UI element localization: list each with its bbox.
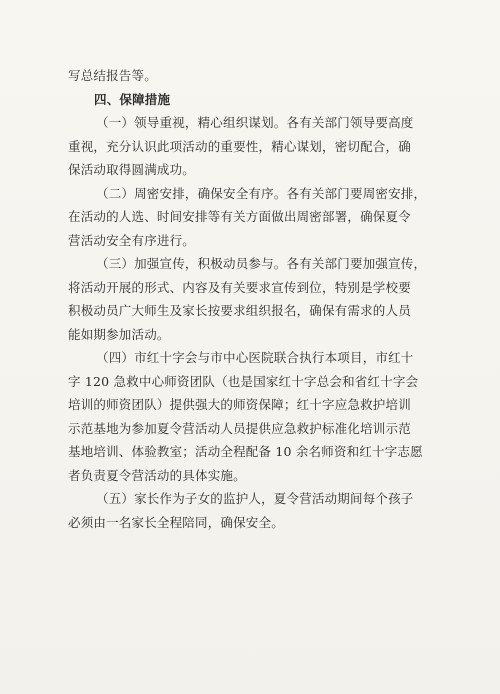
text-line: 基地培训、体验教室；活动全程配备 10 余名师资和红十字志愿 <box>68 444 423 459</box>
text-line: 者负责夏令营活动的具体实施。 <box>68 467 246 483</box>
section-heading: 四、保障措施 <box>94 91 171 107</box>
text-line: 必须由一名家长全程陪同，确保安全。 <box>68 514 284 530</box>
text-line: 示范基地为参加夏令营活动人员提供应急救护标准化培训示范 <box>68 420 411 436</box>
text-line: （一）领导重视，精心组织谋划。各有关部门领导要高度 <box>96 115 414 130</box>
text-line: （三）加强宣传，积极动员参与。各有关部门要加强宣传， <box>96 256 427 271</box>
text-line: （五）家长作为子女的监护人，夏令营活动期间每个孩子 <box>96 491 414 506</box>
text-line: 重视，充分认识此项活动的重要性，精心谋划，密切配合，确 <box>68 138 411 154</box>
text-line: 能如期参加活动。 <box>68 326 170 342</box>
text-line: 营活动安全有序进行。 <box>68 232 196 248</box>
text-line: （二）周密安排，确保安全有序。各有关部门要周密安排， <box>96 185 427 201</box>
text-line: 写总结报告等。 <box>68 68 157 83</box>
text-line: 培训的师资团队）提供强大的师资保障；红十字应急救护培训 <box>68 397 411 412</box>
text-line: 在活动的人选、时间安排等有关方面做出周密部署，确保夏令 <box>68 209 411 224</box>
text-line: 积极动员广大师生及家长按要求组织报名，确保有需求的人员 <box>68 303 411 318</box>
text-line: 保活动取得圆满成功。 <box>68 162 196 177</box>
text-line: 字 120 急救中心师资团队（也是国家红十字总会和省红十字会 <box>68 373 419 389</box>
text-line: 将活动开展的形式、内容及有关要求宣传到位，特别是学校要 <box>68 279 411 295</box>
document-body <box>68 64 446 534</box>
text-line: （四）市红十字会与市中心医院联合执行本项目，市红十 <box>96 350 414 365</box>
